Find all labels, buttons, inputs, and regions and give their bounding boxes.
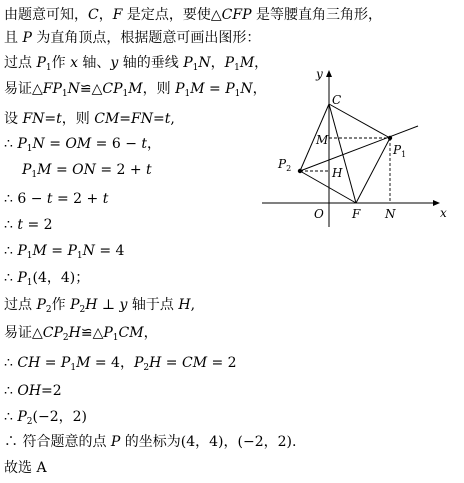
text-line-6: ∴ $P_1N$ = OM = 6 − t， <box>4 136 162 154</box>
label-o: O <box>314 207 324 221</box>
text-line-8: ∴ 6 − t = 2 + t <box>4 191 109 207</box>
point-p2 <box>298 169 302 173</box>
label-y: y <box>316 67 323 81</box>
text-line-18: 故选 A <box>4 460 47 476</box>
text-line-4: 易证$\triangle FP_1N≌\triangle CP_1M$，则 $P_1M = P_1N$， <box>4 81 267 99</box>
point-p1 <box>388 136 392 140</box>
segment-c-p1 <box>329 104 390 138</box>
label-p1: $P_1$ <box>393 143 407 159</box>
label-n: N <box>385 207 396 221</box>
text-line-3: 过点 $P_1$作 x 轴、y 轴的垂线 $P_1N$，$P_1M$， <box>4 55 269 73</box>
geometry-figure <box>258 62 448 230</box>
text-line-1: 由题意可知，C，F 是定点，要使△CFP 是等腰直角三角形， <box>4 7 382 23</box>
segment-c-f <box>329 104 356 203</box>
text-line-11: ∴ $P_1(4$，4)； <box>4 270 90 288</box>
label-x: x <box>440 206 447 220</box>
label-m: M <box>316 133 329 147</box>
text-line-10: ∴ $P_1M = P_1N = 4$ <box>4 243 125 261</box>
text-line-16: ∴ $P_2(-2$，2) <box>4 409 87 427</box>
label-p2: $P_2$ <box>278 157 292 173</box>
text-line-2: 且 P 为直角顶点，根据题意可画出图形： <box>4 30 261 46</box>
segment-p2-f <box>300 171 356 203</box>
text-line-5: 设 FN=t，则 CM=FN=t, <box>4 111 175 127</box>
label-c: C <box>332 93 342 107</box>
text-line-12: 过点 $P_2$作 $P_2H$ ⊥ y 轴于点 H, <box>4 297 196 315</box>
label-f: F <box>352 207 361 221</box>
y-axis-arrow <box>326 70 332 77</box>
text-line-9: ∴ t = 2 <box>4 217 53 233</box>
x-axis-arrow <box>433 200 440 206</box>
text-line-13: 易证$\triangle CP_2H≌\triangle P_1CM$， <box>4 325 158 343</box>
text-line-7: $P_1M$ = ON = 2 + t <box>22 162 152 180</box>
text-line-17: ∴ 符合题意的点 P 的坐标为(4，4)，(−2，2). <box>4 434 297 450</box>
label-h: H <box>332 166 343 180</box>
text-line-15: ∴ OH=2 <box>4 383 62 399</box>
text-line-14: ∴ CH = $P_1M = 4$，$P_2H$ = CM = 2 <box>4 355 237 373</box>
